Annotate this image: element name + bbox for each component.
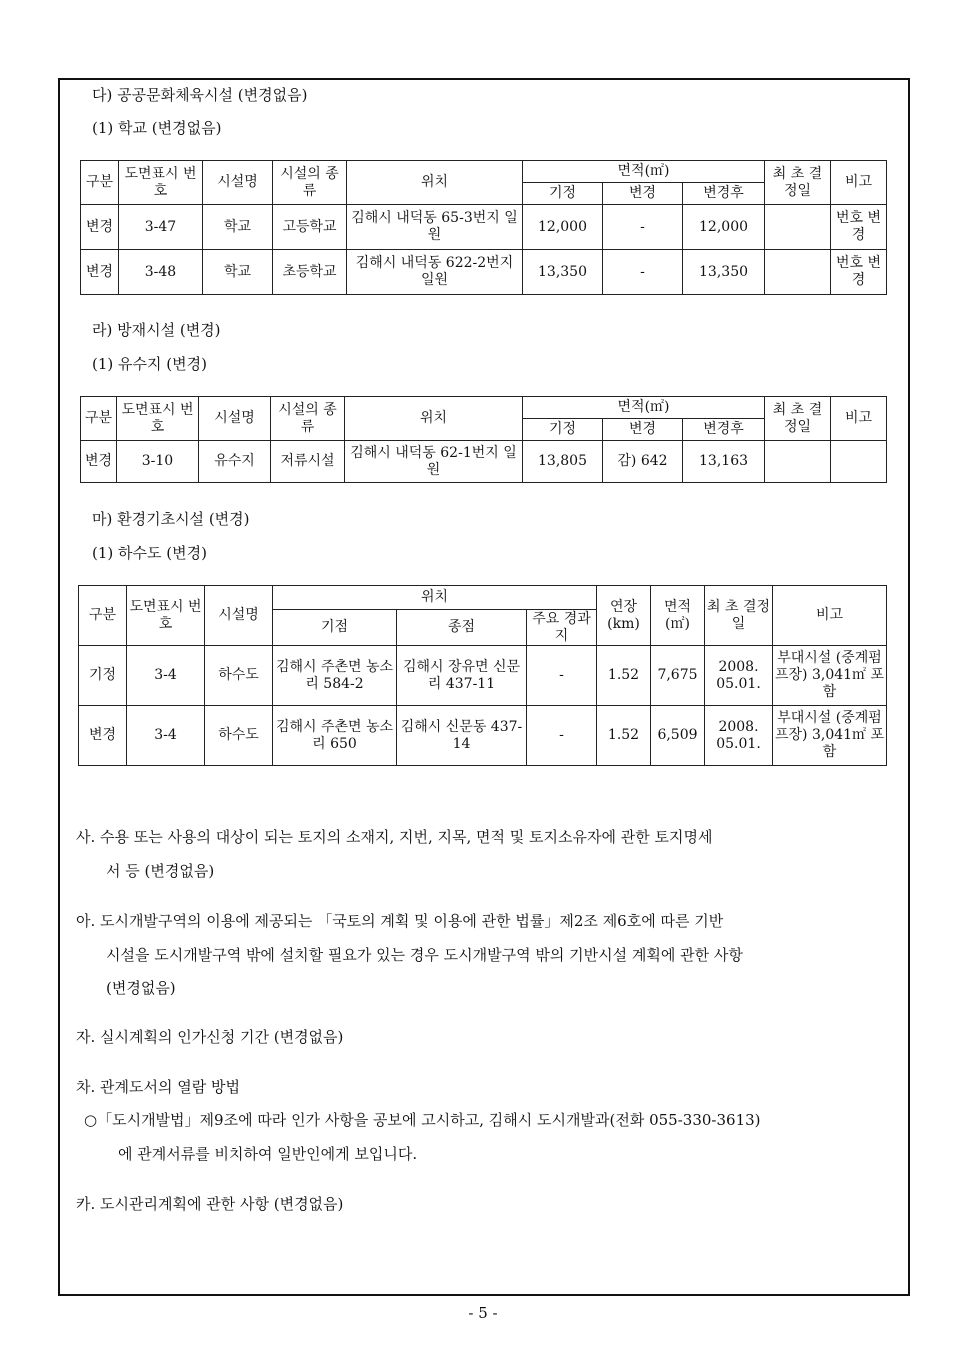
- paragraph-a-line3: (변경없음): [106, 979, 176, 997]
- header-cell: 시설명: [203, 161, 273, 205]
- header-cell: 연장 (km): [597, 586, 651, 646]
- table-cell: 하수도: [205, 706, 273, 766]
- header-cell: 최 초 결정일: [765, 161, 831, 205]
- table-cell: 3-4: [127, 706, 205, 766]
- table-cell: 유수지: [199, 441, 271, 483]
- header-cell: 도면표시 번호: [117, 397, 199, 441]
- subsection-title-school: (1) 학교 (변경없음): [92, 119, 222, 137]
- header-cell: 기정: [523, 183, 603, 205]
- table-cell: [831, 441, 887, 483]
- table-cell: 김해시 내덕동 622-2번지 일원: [347, 250, 523, 295]
- table-cell: 6,509: [651, 706, 705, 766]
- table-cell: 김해시 주촌면 농소리 650: [273, 706, 397, 766]
- paragraph-ja: 자. 실시계획의 인가신청 기간 (변경없음): [76, 1028, 344, 1046]
- table-cell: 학교: [203, 250, 273, 295]
- table-cell: 변경: [79, 706, 127, 766]
- table-cell: 3-10: [117, 441, 199, 483]
- header-cell: 구분: [81, 161, 119, 205]
- table-cell: 김해시 장유면 신문리 437-11: [397, 646, 527, 706]
- table-row: [81, 205, 887, 250]
- school-table: [80, 160, 887, 295]
- header-cell: 면적(㎡): [523, 397, 765, 419]
- header-cell: 비고: [831, 161, 887, 205]
- table-cell: 김해시 주촌면 농소리 584-2: [273, 646, 397, 706]
- section-title-disaster: 라) 방재시설 (변경): [92, 321, 221, 339]
- table-cell: 1.52: [597, 706, 651, 766]
- table-cell: 저류시설: [271, 441, 345, 483]
- table-cell: 3-4: [127, 646, 205, 706]
- header-cell: 시설명: [199, 397, 271, 441]
- header-cell: 변경후: [683, 419, 765, 441]
- table-cell: 13,350: [523, 250, 603, 295]
- table-cell: -: [527, 646, 597, 706]
- header-cell: 기점: [273, 610, 397, 646]
- header-cell: 위치: [347, 161, 523, 205]
- table-row: [79, 646, 887, 706]
- subsection-title-retention-basin: (1) 유수지 (변경): [92, 355, 207, 373]
- header-cell: 도면표시 번호: [119, 161, 203, 205]
- table-cell: 12,000: [523, 205, 603, 250]
- table-row: [81, 250, 887, 295]
- table-cell: -: [603, 205, 683, 250]
- section-title-environment: 마) 환경기초시설 (변경): [92, 510, 250, 528]
- table-cell: 3-48: [119, 250, 203, 295]
- page-number: - 5 -: [468, 1304, 498, 1322]
- table-cell: 부대시설 (중계펌프장) 3,041㎡ 포함: [773, 646, 887, 706]
- table-cell: 13,350: [683, 250, 765, 295]
- header-cell: 위치: [345, 397, 523, 441]
- table-cell: 기정: [79, 646, 127, 706]
- section-title-public-culture: 다) 공공문화체육시설 (변경없음): [92, 86, 308, 104]
- table-cell: 부대시설 (중계펌프장) 3,041㎡ 포함: [773, 706, 887, 766]
- header-cell: 변경: [603, 419, 683, 441]
- header-cell: 기정: [523, 419, 603, 441]
- table-cell: 고등학교: [273, 205, 347, 250]
- header-cell: 시설의 종류: [271, 397, 345, 441]
- table-cell: -: [527, 706, 597, 766]
- paragraph-sa-line1: 사. 수용 또는 사용의 대상이 되는 토지의 소재지, 지번, 지목, 면적 및 토지소유자에 관한 토지명세: [76, 828, 713, 846]
- header-cell: 시설의 종류: [273, 161, 347, 205]
- table-cell: 변경: [81, 250, 119, 295]
- table-cell: -: [603, 250, 683, 295]
- sewer-table: [78, 585, 887, 766]
- paragraph-a-line2: 시설을 도시개발구역 밖에 설치할 필요가 있는 경우 도시개발구역 밖의 기반시설 계획에 관한 사항: [106, 946, 743, 964]
- paragraph-ka: 카. 도시관리계획에 관한 사항 (변경없음): [76, 1195, 344, 1213]
- header-cell: 도면표시 번호: [127, 586, 205, 646]
- table-cell: 2008. 05.01.: [705, 706, 773, 766]
- paragraph-cha: 차. 관계도서의 열람 방법: [76, 1078, 240, 1096]
- table-cell: 김해시 신문동 437-14: [397, 706, 527, 766]
- table-cell: [765, 441, 831, 483]
- table-cell: 12,000: [683, 205, 765, 250]
- table-cell: 감) 642: [603, 441, 683, 483]
- table-cell: 7,675: [651, 646, 705, 706]
- header-cell: 종점: [397, 610, 527, 646]
- header-cell: 구분: [79, 586, 127, 646]
- table-cell: 하수도: [205, 646, 273, 706]
- table-row: [79, 706, 887, 766]
- table-cell: 3-47: [119, 205, 203, 250]
- table-cell: 1.52: [597, 646, 651, 706]
- table-row: [81, 441, 887, 483]
- table-cell: 번호 변경: [831, 250, 887, 295]
- header-cell: 위치: [273, 586, 597, 610]
- header-cell: 주요 경과지: [527, 610, 597, 646]
- paragraph-a-line1: 아. 도시개발구역의 이용에 제공되는 「국토의 계획 및 이용에 관한 법률」제2조 제6호에 따른 기반: [76, 912, 724, 930]
- table-cell: 2008. 05.01.: [705, 646, 773, 706]
- header-cell: 면적(㎡): [523, 161, 765, 183]
- table-cell: 13,805: [523, 441, 603, 483]
- header-cell: 구분: [81, 397, 117, 441]
- table-cell: 변경: [81, 441, 117, 483]
- header-cell: 비고: [831, 397, 887, 441]
- table-cell: 변경: [81, 205, 119, 250]
- table-cell: 번호 변경: [831, 205, 887, 250]
- header-cell: 면적 (㎡): [651, 586, 705, 646]
- table-cell: 김해시 내덕동 62-1번지 일원: [345, 441, 523, 483]
- header-cell: 변경: [603, 183, 683, 205]
- table-cell: [765, 205, 831, 250]
- header-cell: 변경후: [683, 183, 765, 205]
- subsection-title-sewer: (1) 하수도 (변경): [92, 544, 207, 562]
- header-cell: 최 초 결정일: [765, 397, 831, 441]
- paragraph-sa-line2: 서 등 (변경없음): [106, 862, 215, 880]
- paragraph-cha-bullet-line2: 에 관계서류를 비치하여 일반인에게 보입니다.: [118, 1145, 418, 1163]
- header-cell: 최 초 결정일: [705, 586, 773, 646]
- retention-basin-table: [80, 396, 887, 483]
- table-cell: 학교: [203, 205, 273, 250]
- table-cell: 13,163: [683, 441, 765, 483]
- table-cell: [765, 250, 831, 295]
- header-cell: 시설명: [205, 586, 273, 646]
- paragraph-cha-bullet-line1: ○「도시개발법」제9조에 따라 인가 사항을 공보에 고시하고, 김해시 도시개발과(전화 055-330-3613): [84, 1111, 761, 1129]
- header-cell: 비고: [773, 586, 887, 646]
- table-cell: 초등학교: [273, 250, 347, 295]
- table-cell: 김해시 내덕동 65-3번지 일원: [347, 205, 523, 250]
